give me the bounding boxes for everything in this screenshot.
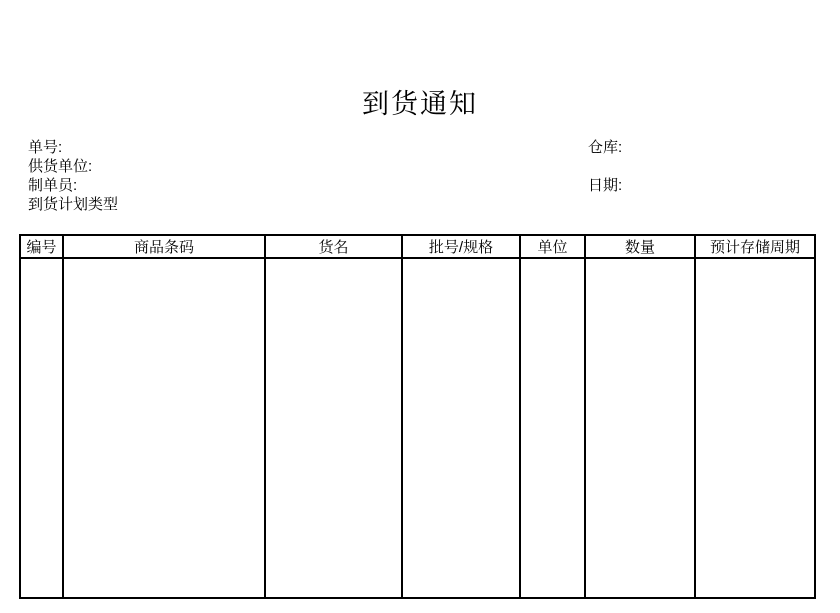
column-header-goods-name: 货名: [265, 235, 402, 258]
cell-quantity: [585, 258, 695, 598]
column-header-product-barcode: 商品条码: [63, 235, 265, 258]
cell-no: [20, 258, 63, 598]
cell-batch-spec: [402, 258, 520, 598]
field-row-4: [28, 195, 818, 214]
date-label: 日期:: [588, 177, 623, 194]
cell-goods-name: [265, 258, 402, 598]
table-header-row: [20, 235, 815, 258]
cell-product-barcode: [63, 258, 265, 598]
cell-expected-storage-period: [695, 258, 815, 598]
column-header-quantity: 数量: [585, 235, 695, 258]
column-header-unit: 单位: [520, 235, 585, 258]
field-row-1: [28, 138, 818, 157]
creator-label: 制单员:: [28, 177, 78, 194]
column-header-no: 编号: [20, 235, 63, 258]
field-row-2: [28, 157, 818, 176]
header-fields: [28, 138, 818, 214]
column-header-batch-spec: 批号/规格: [402, 235, 520, 258]
items-table: [19, 234, 816, 599]
supplier-label: 供货单位:: [28, 158, 93, 175]
arrival-plan-type-label: 到货计划类型: [28, 196, 119, 213]
field-row-3: [28, 176, 818, 195]
warehouse-label: 仓库:: [588, 139, 623, 156]
column-header-expected-storage-period: 预计存储周期: [695, 235, 815, 258]
page-title: 到货通知: [362, 89, 478, 119]
table-row: [20, 258, 815, 598]
order-no-label: 单号:: [28, 139, 63, 156]
cell-unit: [520, 258, 585, 598]
